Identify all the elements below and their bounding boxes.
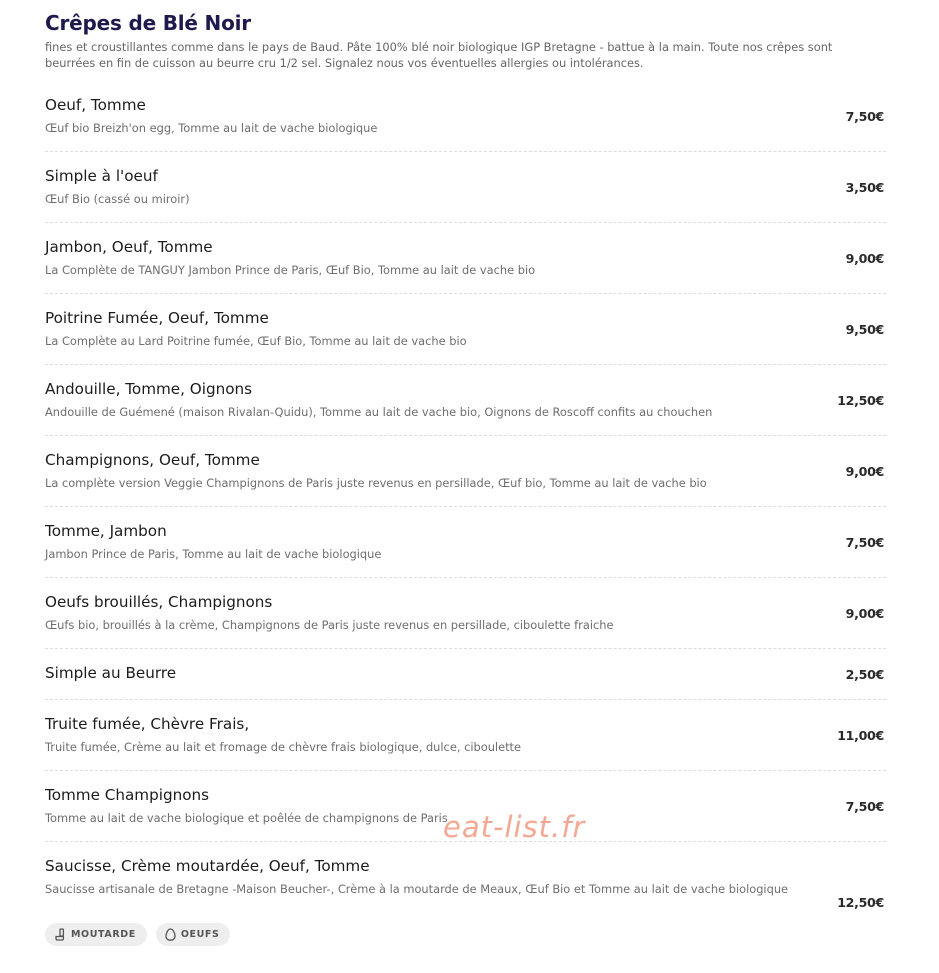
section-title: Crêpes de Blé Noir — [45, 11, 251, 35]
item-description: Saucisse artisanale de Bretagne -Maison Beucher-, Crème à la moutarde de Meaux, Œuf Bio et Tomme au lait de vache biologique — [45, 882, 789, 896]
section-intro: fines et croustillantes comme dans le pays de Baud. Pâte 100% blé noir biologique IGP Bretagne - battue à la main. Toute nos crêpes sont beurrées en fin de cuisson au beurre cru 1/2 sel. Signalez nous vos éventuelles allergies ou intolérances. — [45, 40, 833, 70]
item-name: Jambon, Oeuf, Tomme — [45, 238, 213, 256]
item-description: Œufs bio, brouillés à la crème, Champignons de Paris juste revenus en persillade, ciboulette fraiche — [45, 618, 614, 632]
item-description: La complète version Veggie Champignons de Paris juste revenus en persillade, Œuf bio, Tomme au lait de vache bio — [45, 476, 707, 490]
item-name: Poitrine Fumée, Oeuf, Tomme — [45, 309, 269, 327]
allergen-tags — [45, 923, 230, 946]
item-name: Oeufs brouillés, Champignons — [45, 593, 273, 611]
item-name: Saucisse, Crème moutardée, Oeuf, Tomme — [45, 857, 370, 875]
item-description: Œuf bio Breizh'on egg, Tomme au lait de vache biologique — [45, 121, 378, 135]
allergen-tag-mustard — [45, 923, 147, 946]
menu-item[interactable] — [45, 380, 886, 436]
item-description: Jambon Prince de Paris, Tomme au lait de vache biologique — [45, 547, 382, 561]
item-price: 9,00€ — [845, 251, 884, 266]
item-price: 11,00€ — [837, 728, 884, 743]
item-description: Œuf Bio (cassé ou miroir) — [45, 192, 190, 206]
item-description: Tomme au lait de vache biologique et poêlée de champignons de Paris — [45, 811, 448, 825]
menu-item[interactable] — [45, 96, 886, 152]
item-price: 9,00€ — [845, 606, 884, 621]
item-price: 3,50€ — [845, 180, 884, 195]
item-price: 9,00€ — [845, 464, 884, 479]
item-price: 12,50€ — [837, 393, 884, 408]
item-name: Tomme, Jambon — [45, 522, 167, 540]
item-price: 2,50€ — [845, 667, 884, 682]
item-description: Truite fumée, Crème au lait et fromage de chèvre frais biologique, dulce, ciboulette — [45, 740, 522, 754]
item-description: La Complète de TANGUY Jambon Prince de Paris, Œuf Bio, Tomme au lait de vache bio — [45, 263, 536, 277]
menu-item[interactable] — [45, 664, 886, 700]
item-name: Simple à l'oeuf — [45, 167, 158, 185]
menu-item[interactable] — [45, 167, 886, 223]
item-price: 7,50€ — [845, 535, 884, 550]
menu-item[interactable] — [45, 522, 886, 578]
menu-item[interactable] — [45, 857, 886, 957]
item-name: Oeuf, Tomme — [45, 96, 146, 114]
item-name: Tomme Champignons — [45, 786, 210, 804]
watermark: eat-list.fr — [443, 810, 586, 844]
allergen-label: MOUTARDE — [71, 929, 136, 940]
item-name: Andouille, Tomme, Oignons — [45, 380, 253, 398]
item-price: 7,50€ — [845, 109, 884, 124]
allergen-tag-eggs — [156, 923, 231, 946]
item-name: Truite fumée, Chèvre Frais, — [45, 715, 250, 733]
menu-item[interactable] — [45, 451, 886, 507]
item-name: Champignons, Oeuf, Tomme — [45, 451, 260, 469]
allergen-label: OEUFS — [180, 929, 220, 940]
item-price: 7,50€ — [845, 799, 884, 814]
item-price: 9,50€ — [845, 322, 884, 337]
menu-item[interactable] — [45, 715, 886, 771]
mustard-icon — [54, 928, 66, 941]
menu-item[interactable] — [45, 238, 886, 294]
egg-icon — [165, 928, 176, 941]
item-name: Simple au Beurre — [45, 664, 177, 682]
menu-item[interactable] — [45, 593, 886, 649]
item-description: Andouille de Guémené (maison Rivalan-Quidu), Tomme au lait de vache bio, Oignons de Roscoff confits au chouchen — [45, 405, 713, 419]
menu-item[interactable] — [45, 309, 886, 365]
item-description: La Complète au Lard Poitrine fumée, Œuf Bio, Tomme au lait de vache bio — [45, 334, 467, 348]
item-price: 12,50€ — [837, 895, 884, 910]
